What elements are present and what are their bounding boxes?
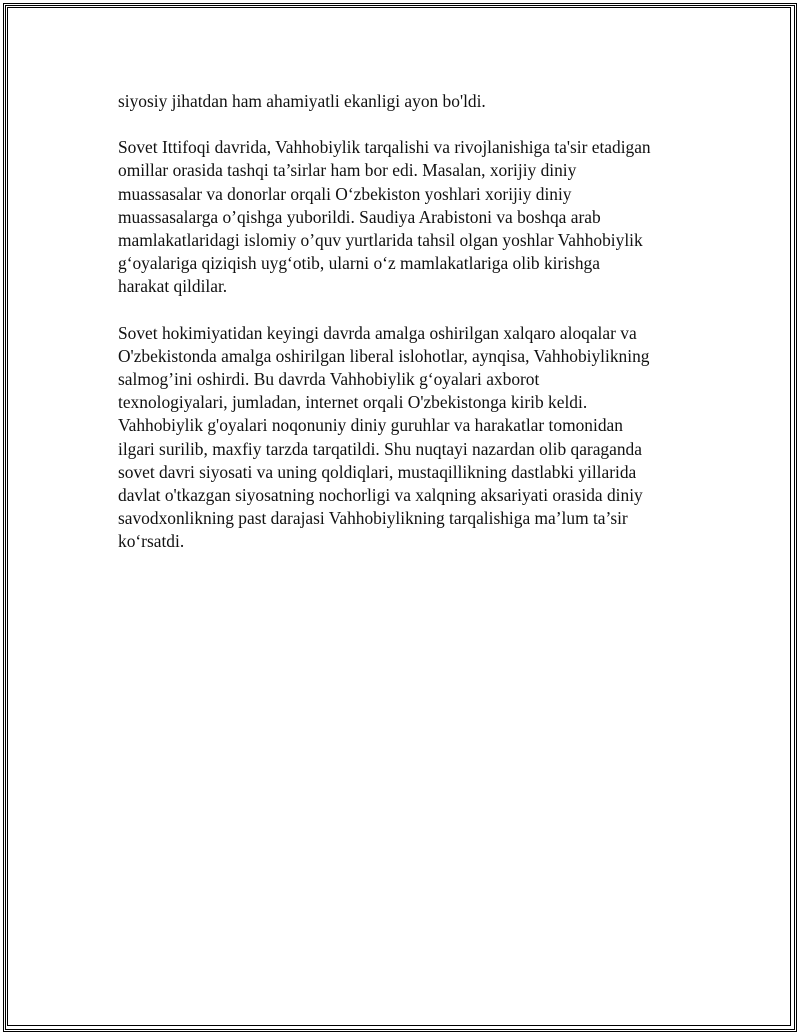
text-line: Sovet hokimiyatidan keyingi davrda amalga oshirilgan xalqaro aloqalar va	[118, 322, 637, 343]
paragraph-1	[118, 90, 698, 113]
text-line: davlat o'tkazgan siyosatning nochorligi va xalqning aksariyati orasida diniy	[118, 485, 643, 506]
text-line: muassasalarga o’qishga yuborildi. Saudiya Arabistoni va boshqa arab	[118, 206, 601, 227]
text-line: siyosiy jihatdan ham ahamiyatli ekanligi ayon bo'ldi.	[118, 91, 486, 111]
text-line: ko‘rsatdi.	[118, 531, 185, 552]
text-line: texnologiyalari, jumladan, internet orqali O'zbekistonga kirib keldi.	[118, 392, 588, 413]
text-line: Vahhobiylik g'oyalari noqonuniy diniy guruhlar va harakatlar tomonidan	[118, 415, 623, 436]
document-body	[118, 90, 698, 577]
paragraph-2	[118, 136, 698, 298]
text-line: O'zbekistonda amalga oshirilgan liberal islohotlar, aynqisa, Vahhobiylikning	[118, 345, 650, 366]
text-line: g‘oyalariga qiziqish uyg‘otib, ularni o‘z mamlakatlariga olib kirishga	[118, 253, 600, 274]
text-line: mamlakatlaridagi islomiy o’quv yurtlarida tahsil olgan yoshlar Vahhobiylik	[118, 230, 643, 251]
text-line: muassasalar va donorlar orqali O‘zbekiston yoshlari xorijiy diniy	[118, 183, 572, 204]
text-line: ilgari surilib, maxfiy tarzda tarqatildi. Shu nuqtayi nazardan olib qaraganda	[118, 438, 642, 459]
text-line: salmog’ini oshirdi. Bu davrda Vahhobiylik g‘oyalari axborot	[118, 369, 540, 390]
text-line: Sovet Ittifoqi davrida, Vahhobiylik tarqalishi va rivojlanishiga ta'sir etadigan	[118, 137, 651, 158]
text-line: omillar orasida tashqi ta’sirlar ham bor edi. Masalan, xorijiy diniy	[118, 160, 577, 181]
text-line: sovet davri siyosati va uning qoldiqlari, mustaqillikning dastlabki yillarida	[118, 461, 637, 482]
paragraph-3	[118, 322, 698, 554]
text-line: harakat qildilar.	[118, 276, 228, 297]
text-line: savodxonlikning past darajasi Vahhobiylikning tarqalishiga ma’lum ta’sir	[118, 508, 628, 529]
